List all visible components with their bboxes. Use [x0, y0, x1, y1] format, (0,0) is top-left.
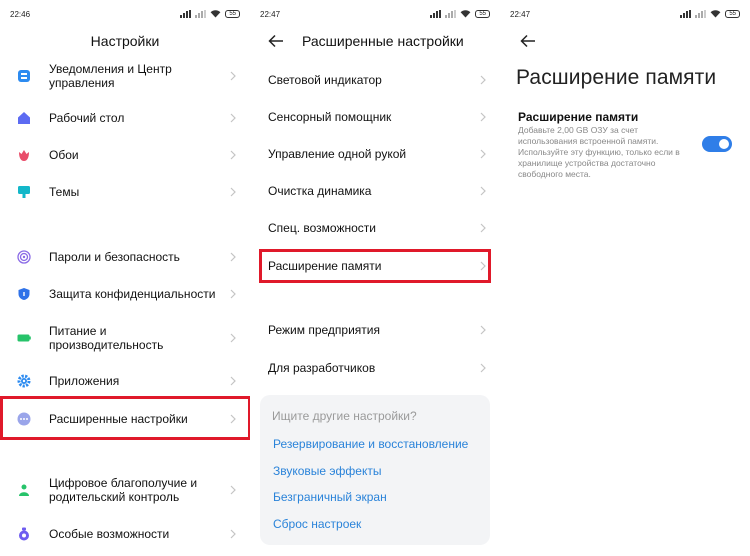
menu-item-digital-wellbeing[interactable] [0, 474, 250, 506]
signal-icon [680, 10, 691, 18]
status-bar [500, 10, 750, 22]
wifi-icon [710, 10, 721, 18]
chevron-right-icon [480, 363, 486, 373]
page-title: Настройки [90, 33, 160, 49]
battery-indicator: 55 [475, 10, 490, 18]
link-backup-restore[interactable]: Резервирование и восстановление [273, 437, 469, 451]
battery-indicator: 55 [225, 10, 240, 18]
theme-icon [17, 185, 31, 199]
status-time: 22:47 [510, 10, 531, 19]
chevron-right-icon [230, 187, 236, 197]
menu-item-label: Питание и производительность [49, 324, 164, 352]
chevron-right-icon [230, 252, 236, 262]
menu-item-notifications[interactable] [0, 62, 250, 90]
menu-item-themes[interactable] [0, 178, 250, 206]
highlight-frame [259, 249, 491, 283]
menu-item-accessibility[interactable] [250, 214, 500, 242]
chevron-right-icon [480, 325, 486, 335]
menu-item-enterprise-mode[interactable] [250, 316, 500, 344]
menu-item-label: Режим предприятия [268, 323, 380, 337]
wifi-icon [210, 10, 221, 18]
page-title: Расширенные настройки [302, 33, 464, 49]
settings-screen [0, 0, 250, 556]
privacy-shield-icon [17, 287, 31, 301]
wifi-icon [460, 10, 471, 18]
search-suggestions-card [260, 395, 490, 545]
menu-item-apps[interactable] [0, 367, 250, 395]
highlight-frame [0, 396, 250, 440]
menu-item-home-screen[interactable] [0, 104, 250, 132]
menu-item-label: Уведомления и Центр управления [49, 62, 172, 90]
menu-item-label: Темы [49, 185, 80, 199]
menu-item-label: Для разработчиков [268, 361, 376, 375]
menu-item-label: Пароли и безопасность [49, 250, 180, 264]
menu-item-label: Обои [49, 148, 79, 162]
chevron-right-icon [480, 75, 486, 85]
menu-item-label: Управление одной рукой [268, 147, 407, 161]
menu-item-passwords-security[interactable] [0, 243, 250, 271]
status-bar [250, 10, 500, 22]
menu-item-label: Особые возможности [49, 527, 170, 541]
accessibility-icon [17, 527, 31, 541]
menu-item-label: Очистка динамика [268, 184, 372, 198]
chevron-right-icon [480, 112, 486, 122]
signal-icon [430, 10, 441, 18]
link-borderless-screen[interactable]: Безграничный экран [273, 490, 387, 504]
chevron-right-icon [230, 113, 236, 123]
menu-item-label: Защита конфиденциальности [49, 287, 216, 301]
back-arrow-icon[interactable] [520, 34, 536, 48]
wellbeing-icon [17, 483, 31, 497]
menu-item-wallpaper[interactable] [0, 141, 250, 169]
menu-item-battery-performance[interactable] [0, 322, 250, 354]
signal-icon [180, 10, 191, 18]
back-arrow-icon[interactable] [268, 34, 284, 48]
chevron-right-icon [230, 333, 236, 343]
chevron-right-icon [480, 149, 486, 159]
chevron-right-icon [480, 223, 486, 233]
menu-item-touch-assistant[interactable] [250, 103, 500, 131]
menu-item-special-features[interactable] [0, 520, 250, 548]
chevron-right-icon [230, 485, 236, 495]
menu-item-label: Световой индикатор [268, 73, 382, 87]
fingerprint-icon [17, 250, 31, 264]
menu-item-developer-options[interactable] [250, 354, 500, 382]
menu-item-label: Расширенные настройки [49, 412, 188, 426]
battery-icon [17, 331, 31, 345]
link-sound-effects[interactable]: Звуковые эффекты [273, 464, 382, 478]
chevron-right-icon [230, 529, 236, 539]
feature-description: Добавьте 2,00 GB ОЗУ за счет использования встроенной памяти. Используйте эту функцию, только если в хранилище устройства достаточно свободного места. [518, 125, 680, 179]
menu-item-privacy[interactable] [0, 280, 250, 308]
search-prompt: Ищите другие настройки? [272, 409, 417, 423]
chevron-right-icon [230, 289, 236, 299]
chevron-right-icon [230, 376, 236, 386]
chevron-right-icon [230, 71, 236, 81]
menu-item-label: Рабочий стол [49, 111, 125, 125]
battery-indicator: 55 [725, 10, 740, 18]
status-time: 22:46 [10, 10, 31, 19]
menu-item-label: Расширение памяти [268, 259, 382, 273]
menu-item-label: Приложения [49, 374, 120, 388]
signal-icon-2 [445, 10, 456, 18]
flower-icon [17, 148, 31, 162]
menu-item-one-handed-mode[interactable] [250, 140, 500, 168]
gear-icon [17, 374, 31, 388]
chevron-right-icon [480, 186, 486, 196]
memory-extension-toggle[interactable] [702, 136, 732, 152]
menu-item-led-indicator[interactable] [250, 66, 500, 94]
link-factory-reset[interactable]: Сброс настроек [273, 517, 362, 531]
page-title: Расширение памяти [516, 66, 717, 89]
chevron-right-icon [230, 150, 236, 160]
menu-item-label: Спец. возможности [268, 221, 376, 235]
signal-icon-2 [695, 10, 706, 18]
menu-item-speaker-cleaner[interactable] [250, 177, 500, 205]
toggle-knob [719, 139, 729, 149]
status-time: 22:47 [260, 10, 281, 19]
menu-item-label: Цифровое благополучие и родительский контроль [49, 476, 198, 504]
signal-icon-2 [195, 10, 206, 18]
bell-icon [17, 69, 31, 83]
status-bar [0, 10, 250, 22]
memory-extension-screen [500, 0, 750, 556]
home-icon [17, 111, 31, 125]
feature-title: Расширение памяти [518, 110, 639, 124]
menu-item-label: Сенсорный помощник [268, 110, 392, 124]
